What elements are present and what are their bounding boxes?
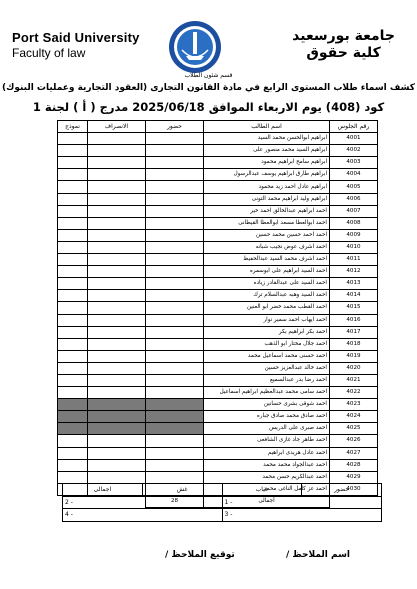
seat-number: 4022	[330, 387, 378, 399]
student-name: ابراهيم عادل احمد زيد محمود	[204, 181, 330, 193]
header-leave: الانصراف	[88, 121, 146, 133]
student-name: ابراهيم ابوالحسن محمد السيد	[204, 133, 330, 145]
student-name: احمد حسنى محمد اسماعيل محمد	[204, 350, 330, 362]
summary-table	[62, 483, 382, 522]
form-cell	[58, 435, 88, 447]
form-cell	[58, 290, 88, 302]
form-cell	[58, 447, 88, 459]
attendance-cell	[146, 399, 204, 411]
seat-number: 4019	[330, 350, 378, 362]
leave-cell	[88, 338, 146, 350]
summary-row	[63, 496, 382, 509]
attendance-cell	[146, 362, 204, 374]
university-name-en	[12, 30, 140, 60]
table-row	[58, 133, 378, 145]
student-name: احمد صادق محمد صادق جباره	[204, 411, 330, 423]
seat-number: 4011	[330, 254, 378, 266]
student-name: احمد ابراهيم عبدالخالق احمد خير	[204, 205, 330, 217]
table-row	[58, 435, 378, 447]
summary-header-row	[63, 484, 382, 497]
leave-cell	[88, 314, 146, 326]
leave-cell	[88, 169, 146, 181]
attendance-cell	[146, 435, 204, 447]
table-row	[58, 471, 378, 483]
seat-number: 4030	[330, 483, 378, 495]
leave-cell	[88, 411, 146, 423]
table-row	[58, 181, 378, 193]
attendance-cell	[146, 338, 204, 350]
leave-cell	[88, 205, 146, 217]
leave-cell	[88, 302, 146, 314]
form-cell	[58, 459, 88, 471]
attendance-cell	[146, 423, 204, 435]
attendance-cell	[146, 181, 204, 193]
seat-number: 4018	[330, 338, 378, 350]
table-row	[58, 145, 378, 157]
form-cell	[58, 229, 88, 241]
attendance-cell	[146, 205, 204, 217]
leave-cell	[88, 217, 146, 229]
leave-cell	[88, 157, 146, 169]
student-name: احمد اشرف عوض نجيب شبانه	[204, 241, 330, 253]
leave-cell	[88, 471, 146, 483]
leave-cell	[88, 423, 146, 435]
total-label: أجمالى	[204, 495, 330, 507]
table-row	[58, 157, 378, 169]
table-row	[58, 169, 378, 181]
seat-number: 4002	[330, 145, 378, 157]
leave-cell	[88, 435, 146, 447]
seat-number: 4003	[330, 157, 378, 169]
student-name: احمد بكر ابراهيم بكر	[204, 326, 330, 338]
seat-number: 4014	[330, 290, 378, 302]
attendance-cell	[146, 217, 204, 229]
leave-cell	[88, 290, 146, 302]
summary-cell-1: 1 -	[222, 496, 382, 509]
faculty-en: Faculty of law	[12, 46, 86, 60]
attendance-cell	[146, 133, 204, 145]
summary-cheat-header: غش	[142, 484, 222, 497]
seat-number: 4017	[330, 326, 378, 338]
attendance-cell	[146, 374, 204, 386]
leave-cell	[88, 145, 146, 157]
attendance-cell	[146, 241, 204, 253]
student-name: ابراهيم السيد محمد منصور على	[204, 145, 330, 157]
attendance-table	[57, 120, 378, 508]
form-cell	[58, 254, 88, 266]
summary-cell-3: 3 -	[222, 509, 382, 522]
form-cell	[58, 278, 88, 290]
summary-attend-header: حضور	[302, 484, 382, 497]
leave-cell	[88, 241, 146, 253]
seat-number: 4027	[330, 447, 378, 459]
seat-number: 4024	[330, 411, 378, 423]
table-row	[58, 447, 378, 459]
student-name: احمد عبدالكريم حسن محمد	[204, 471, 330, 483]
seat-number: 4013	[330, 278, 378, 290]
seat-number: 4004	[330, 169, 378, 181]
student-name: احمد ابوالعطا مسعد ابوالعطا القيطانى	[204, 217, 330, 229]
faculty-ar: كلية حقوق	[306, 45, 381, 61]
student-name: ابراهيم طارق ابراهيم يوسف عبدالرسول	[204, 169, 330, 181]
attendance-cell	[146, 387, 204, 399]
student-name: ابراهيم وليد ابراهيم محمد التونى	[204, 193, 330, 205]
attendance-cell	[146, 157, 204, 169]
form-cell	[58, 157, 88, 169]
leave-cell	[88, 326, 146, 338]
leave-cell	[88, 133, 146, 145]
summary-cell-4: 4 -	[63, 509, 223, 522]
form-cell	[58, 193, 88, 205]
table-row	[58, 290, 378, 302]
seat-number: 4015	[330, 302, 378, 314]
total-value: 28	[146, 495, 204, 507]
leave-cell	[88, 266, 146, 278]
observer-signature-label: توقيع الملاحظ /	[165, 550, 235, 560]
table-row	[58, 399, 378, 411]
summary-total-header: اجمالى	[63, 484, 143, 497]
table-row	[58, 411, 378, 423]
seat-number: 4010	[330, 241, 378, 253]
leave-cell	[88, 254, 146, 266]
form-cell	[58, 423, 88, 435]
student-name: احمد خالد عبدالعزيز حسين	[204, 362, 330, 374]
university-ar: جامعة بورسعيد	[292, 28, 395, 44]
university-name-ar	[292, 28, 395, 61]
student-name: احمد طاهر جاد غازى الشافعى	[204, 435, 330, 447]
table-row	[58, 338, 378, 350]
seat-number: 4006	[330, 193, 378, 205]
table-row	[58, 193, 378, 205]
leave-cell	[88, 362, 146, 374]
student-name: احمد جلال مختار ابو الذهب	[204, 338, 330, 350]
student-name: احمد عادل هريدى ابراهيم	[204, 447, 330, 459]
table-row	[58, 217, 378, 229]
attendance-cell	[146, 459, 204, 471]
attendance-cell	[146, 471, 204, 483]
seat-number: 4023	[330, 399, 378, 411]
form-cell	[58, 169, 88, 181]
form-cell	[58, 241, 88, 253]
seat-number: 4020	[330, 362, 378, 374]
student-name: ابراهيم سامح ابراهيم محمود	[204, 157, 330, 169]
attendance-cell	[146, 411, 204, 423]
table-row	[58, 459, 378, 471]
student-name: احمد القطب محمد خضر ابو العنين	[204, 302, 330, 314]
leave-cell	[88, 387, 146, 399]
table-row	[58, 314, 378, 326]
student-name: احمد شوقى بشرى حسانين	[204, 399, 330, 411]
form-cell	[58, 387, 88, 399]
attendance-cell	[146, 266, 204, 278]
seat-number: 4008	[330, 217, 378, 229]
seat-number: 4009	[330, 229, 378, 241]
attendance-cell	[146, 326, 204, 338]
seat-number: 4021	[330, 374, 378, 386]
form-cell	[58, 217, 88, 229]
student-name: احمد السيد ابراهيم على ابوسمره	[204, 266, 330, 278]
table-row	[58, 266, 378, 278]
university-en: Port Said University	[12, 30, 140, 45]
attendance-cell	[146, 278, 204, 290]
student-name: احمد سامى محمد عبدالعظيم ابراهيم اسماعيل	[204, 387, 330, 399]
header-seat-number: رقم الجلوس	[330, 121, 378, 133]
table-row	[58, 374, 378, 386]
form-cell	[58, 326, 88, 338]
leave-cell	[88, 193, 146, 205]
seat-number: 4029	[330, 471, 378, 483]
table-row	[58, 362, 378, 374]
leave-cell	[88, 229, 146, 241]
form-cell	[58, 145, 88, 157]
student-name: احمد صبرى على الدريس	[204, 423, 330, 435]
leave-cell	[88, 447, 146, 459]
attendance-cell	[146, 145, 204, 157]
summary-absent-header: غياب	[222, 484, 302, 497]
department-label: قسم شئون الطلاب	[184, 72, 233, 79]
attendance-cell	[146, 302, 204, 314]
leave-cell	[88, 399, 146, 411]
student-name: احمد عبدالجواد محمد محمد	[204, 459, 330, 471]
table-row	[58, 241, 378, 253]
seat-number: 4026	[330, 435, 378, 447]
table-row	[58, 326, 378, 338]
form-cell	[58, 181, 88, 193]
student-name: احمد عز كامل الناغى محمد	[204, 483, 330, 495]
table-row	[58, 423, 378, 435]
attendance-cell	[146, 447, 204, 459]
seat-number: 4001	[330, 133, 378, 145]
form-cell	[58, 205, 88, 217]
attendance-cell	[146, 229, 204, 241]
table-row	[58, 254, 378, 266]
document-title: كشف اسماء طلاب المستوى الرابع في مادة القانون التجارى (العقود التجارية وعمليات البنوك)	[1, 83, 416, 93]
form-cell	[58, 350, 88, 362]
summary-cell-2: 2 -	[63, 496, 223, 509]
observer-name-label: اسم الملاحظ /	[286, 550, 351, 560]
student-name: احمد السيد وهبه عبدالسلام ترك	[204, 290, 330, 302]
seat-number: 4028	[330, 459, 378, 471]
seat-number: 4016	[330, 314, 378, 326]
student-name: احمد احمد حسين محمد حسين	[204, 229, 330, 241]
student-name: احمد السيد على عبدالقادر زياده	[204, 278, 330, 290]
leave-cell	[88, 350, 146, 362]
table-row	[58, 278, 378, 290]
form-cell	[58, 471, 88, 483]
university-logo	[168, 20, 222, 74]
header-form: نموذج	[58, 121, 88, 133]
table-row	[58, 350, 378, 362]
header-attendance: حضور	[146, 121, 204, 133]
student-name: احمد ايهاب احمد سمير نوار	[204, 314, 330, 326]
attendance-cell	[146, 314, 204, 326]
table-row	[58, 302, 378, 314]
form-cell	[58, 338, 88, 350]
form-cell	[58, 302, 88, 314]
table-row	[58, 229, 378, 241]
leave-cell	[88, 278, 146, 290]
attendance-cell	[146, 254, 204, 266]
attendance-cell	[146, 169, 204, 181]
exam-details: كود (408) يوم الاربعاء الموافق 2025/06/18 مدرج ( أ ) لجنة 1	[32, 100, 385, 114]
form-cell	[58, 411, 88, 423]
attendance-cell	[146, 290, 204, 302]
student-name: احمد رضا بدر عبدالسميع	[204, 374, 330, 386]
form-cell	[58, 399, 88, 411]
form-cell	[58, 133, 88, 145]
leave-cell	[88, 374, 146, 386]
seat-number: 4012	[330, 266, 378, 278]
table-header-row	[58, 121, 378, 133]
form-cell	[58, 266, 88, 278]
form-cell	[58, 374, 88, 386]
seat-number: 4007	[330, 205, 378, 217]
attendance-cell	[146, 193, 204, 205]
table-row	[58, 205, 378, 217]
student-name: احمد اشرف محمد السيد عبدالحفيظ	[204, 254, 330, 266]
form-cell	[58, 362, 88, 374]
summary-row	[63, 509, 382, 522]
leave-cell	[88, 459, 146, 471]
table-row	[58, 387, 378, 399]
header-student-name: اسم الطالب	[204, 121, 330, 133]
seat-number: 4005	[330, 181, 378, 193]
attendance-cell	[146, 350, 204, 362]
seat-number: 4025	[330, 423, 378, 435]
leave-cell	[88, 181, 146, 193]
form-cell	[58, 314, 88, 326]
